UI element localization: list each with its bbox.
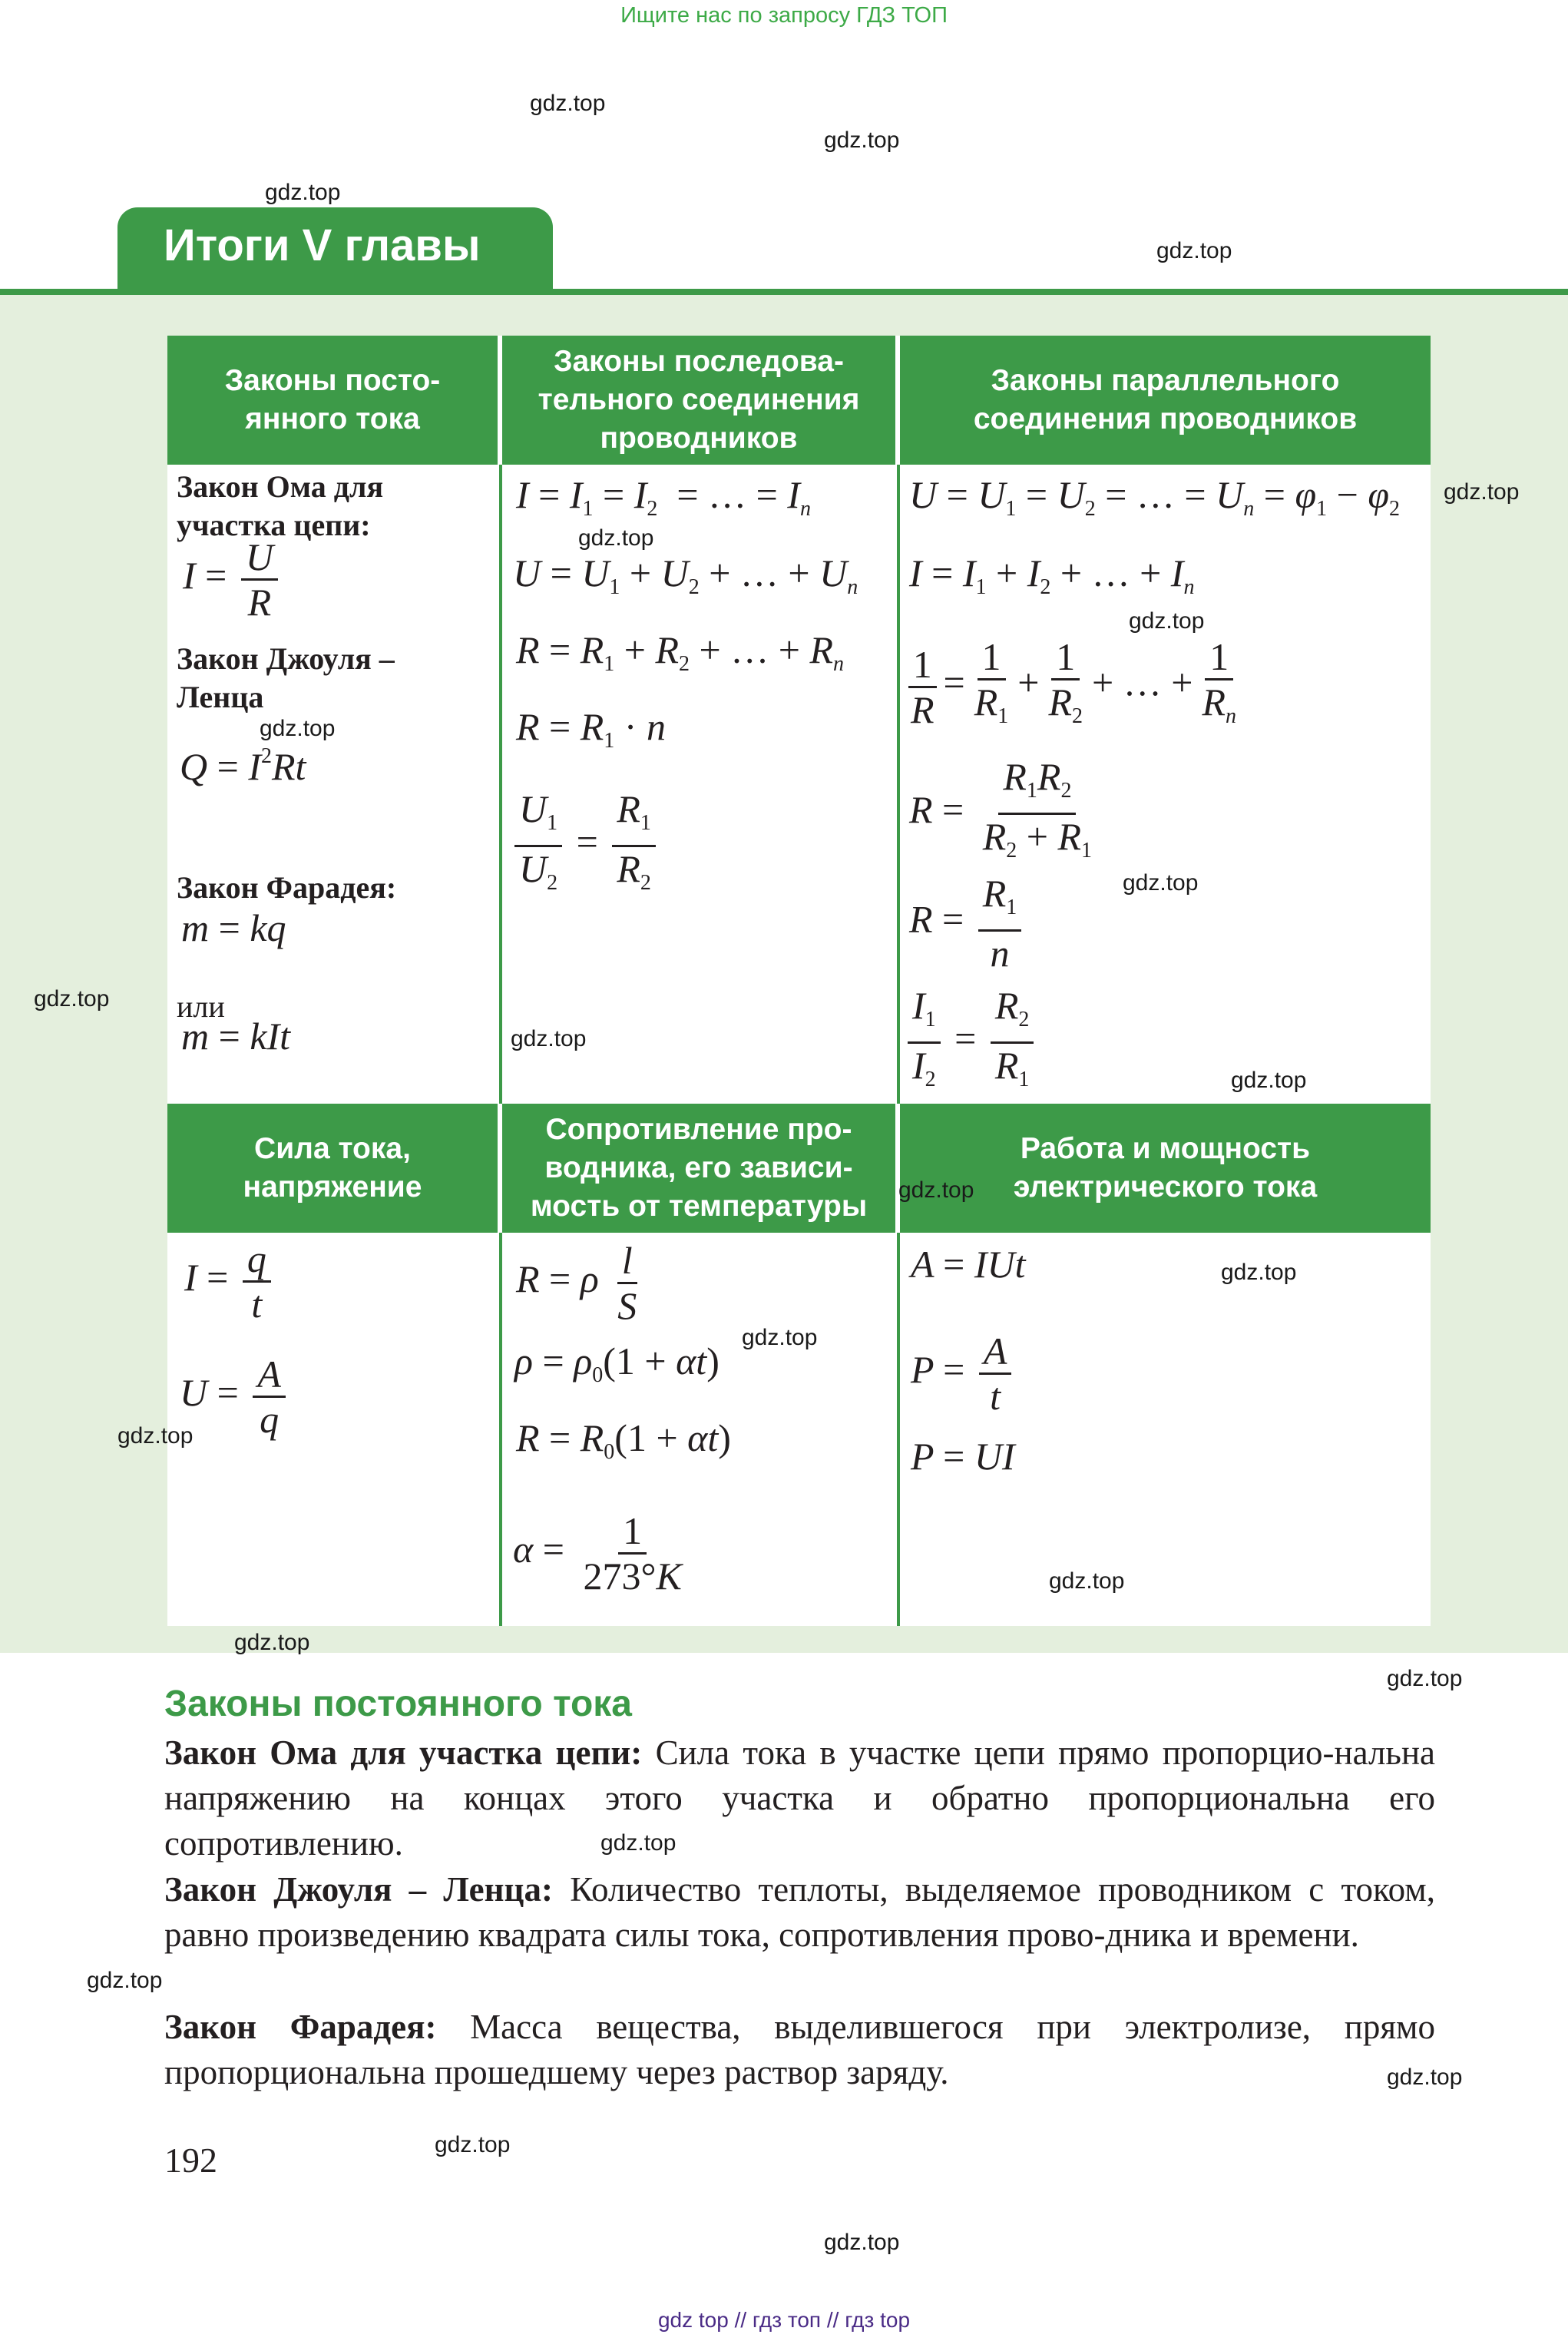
law-name: Закон Фарадея:: [164, 2008, 437, 2046]
or-label: или: [177, 989, 225, 1024]
chapter-title: Итоги V главы: [164, 220, 481, 270]
watermark: gdz.top: [435, 2132, 511, 2157]
law-text: Сила тока в участке цепи прямо пропорцио-нальна напряжению на концах этого участка и обратно пропорциональна его сопротивлению.: [164, 1733, 1435, 1863]
formula-rho-temp: $\rho = \rho_0(1 + \alpha t)$: [514, 1339, 719, 1387]
watermark: gdz.top: [530, 91, 606, 116]
law-text: Масса вещества, выделившегося при электролизе, прямо пропорциональна прошедшему через раствор заряду.: [164, 2008, 1436, 2091]
formula-faraday-2: m = kIt: [181, 1015, 291, 1058]
formula-alpha: α = $\frac{1}{273^\circ K}$: [513, 1509, 682, 1598]
formula-current: I = $\frac{q}{t}$: [184, 1239, 276, 1324]
watermark: gdz.top: [34, 986, 110, 1012]
formula-resistivity: R = ρ $\frac{l}{S}$: [516, 1239, 637, 1327]
watermark: gdz.top: [1156, 238, 1232, 263]
chapter-title-tab: [117, 207, 553, 290]
law-paragraph-faraday: [164, 2005, 1435, 2095]
watermark: gdz.top: [578, 525, 654, 551]
bottom-note: gdz top // гдз топ // гдз top: [657, 2308, 911, 2332]
formula-voltage: U = $\frac{A}{q}$: [180, 1354, 290, 1439]
header-resistance: Сопротивление про- водника, его зависи- мость от температуры: [502, 1104, 895, 1233]
formula-power: P = $\frac{A}{t}$: [911, 1331, 1016, 1416]
law-name: Закон Джоуля – Ленца:: [164, 1870, 553, 1909]
watermark: gdz.top: [1387, 2065, 1463, 2090]
ohm-law-label: Закон Ома для участка цепи:: [177, 469, 384, 542]
watermark: gdz.top: [1049, 1568, 1125, 1594]
formula-series-resistance: $R = R_1 + R_2$ + … + $R_n$: [516, 628, 844, 676]
divider: [897, 465, 900, 1104]
watermark: gdz.top: [824, 127, 900, 153]
formula-series-current: $I = I_1 = I_2$ = … = $I_n$: [516, 473, 811, 521]
law-paragraph-ohm: [164, 1730, 1435, 1866]
watermark: gdz.top: [234, 1630, 310, 1655]
divider: [499, 465, 502, 1104]
watermark: gdz.top: [898, 1177, 974, 1203]
watermark: gdz.top: [87, 1968, 163, 1993]
summary-table: [167, 336, 1431, 1626]
formula-ohm: I = $\frac{U}{R}$: [183, 537, 283, 622]
watermark: gdz.top: [1231, 1068, 1307, 1093]
top-note: Ищите нас по запросу ГДЗ ТОП: [620, 3, 948, 28]
watermark: gdz.top: [1129, 608, 1205, 634]
header-series-laws: Законы последова- тельного соединения проводников: [502, 336, 895, 465]
law-name: Закон Ома для участка цепи:: [164, 1733, 643, 1772]
formula-work: A = IUt: [911, 1243, 1026, 1286]
watermark: gdz.top: [260, 716, 336, 741]
law-paragraph-joule: [164, 1867, 1435, 1958]
joule-law-label: Закон Джоуля – Ленца: [177, 641, 395, 714]
watermark: gdz.top: [824, 2230, 900, 2255]
header-work-power: Работа и мощность электрического тока: [900, 1104, 1431, 1233]
formula-series-voltage: $U = U_1 + U_2$ + … + $U_n$: [513, 551, 858, 599]
divider: [897, 1233, 900, 1626]
formula-power-ui: P = UI: [911, 1435, 1015, 1478]
header-current-voltage: Сила тока, напряжение: [167, 1104, 498, 1233]
watermark: gdz.top: [1221, 1260, 1297, 1285]
formula-parallel-two: R = $\frac{R_1R_2}{R_2 + R_1}$: [909, 755, 1093, 863]
watermark: gdz.top: [1123, 870, 1199, 896]
formula-r-temp: $R = R_0(1 + \alpha t)$: [516, 1416, 731, 1464]
formula-parallel-ratio: $\frac{I_1}{I_2}$ = $\frac{R_2}{R_1}$: [903, 985, 1038, 1100]
watermark: gdz.top: [742, 1325, 818, 1350]
formula-series-ratio: $\frac{U_1}{U_2}$ = $\frac{R_1}{R_2}$: [510, 789, 660, 903]
watermark: gdz.top: [1444, 479, 1520, 505]
divider: [499, 1233, 502, 1626]
header-parallel-laws: Законы параллельного соединения проводников: [900, 336, 1431, 465]
formula-parallel-voltage: $U = U_1 = U_2$ = … = $U_n = \varphi_1 - \varphi_2$: [909, 473, 1400, 521]
watermark: gdz.top: [511, 1026, 587, 1051]
formula-joule: $Q = I^2Rt$: [180, 744, 306, 788]
header-dc-laws: Законы посто- янного тока: [167, 336, 498, 465]
formula-parallel-equal: R = $\frac{R_1}{n}$: [909, 873, 1026, 973]
watermark: gdz.top: [1387, 1666, 1463, 1691]
law-text: Количество теплоты, выделяемое проводником с током, равно произведению квадрата силы тока, сопротивления прово-дника и времени.: [164, 1870, 1436, 1954]
chapter-rule: [0, 289, 1568, 295]
formula-parallel-current: $I = I_1 + I_2$ + … + $I_n$: [909, 551, 1195, 599]
section-title: Законы постоянного тока: [164, 1684, 632, 1724]
formula-faraday-1: m = kq: [181, 906, 286, 949]
watermark: gdz.top: [117, 1423, 194, 1449]
faraday-law-label: Закон Фарадея:: [177, 870, 397, 905]
formula-parallel-resistance: $\frac{1}{R}$ = $\frac{1}{R_1}$ + $\frac{1}{R_2}$ + … + $\frac{1}{R_n}$: [901, 637, 1245, 737]
watermark: gdz.top: [600, 1830, 676, 1856]
watermark: gdz.top: [265, 180, 341, 205]
formula-series-equal: $R = R_1 \cdot n$: [516, 705, 666, 753]
page-number: 192: [164, 2141, 217, 2180]
